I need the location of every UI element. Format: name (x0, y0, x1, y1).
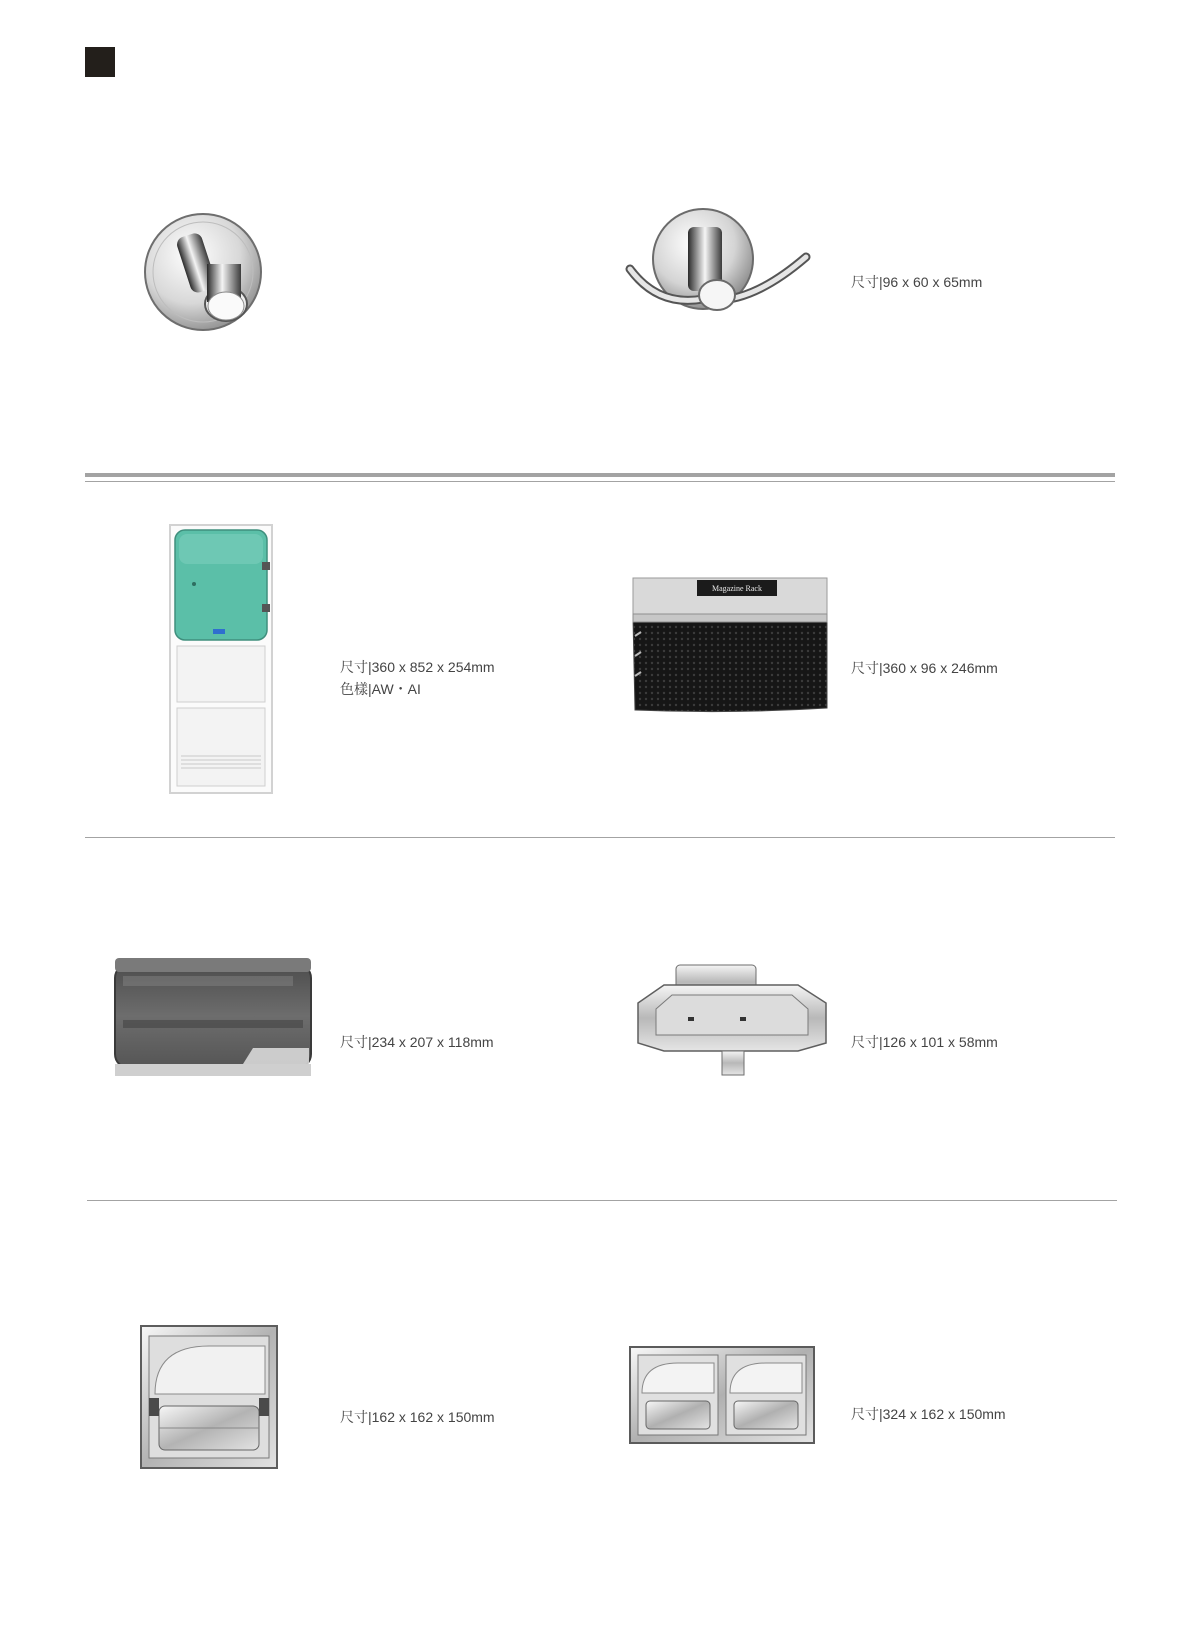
double-toilet-roll-holder-image (628, 1345, 816, 1445)
magazine-rack-badge: Magazine Rack (712, 584, 762, 593)
section-divider (85, 837, 1115, 838)
section-divider-double (85, 473, 1115, 477)
soap-dish-specs (851, 1031, 998, 1053)
soap-dish-image (636, 963, 828, 1077)
spec-line: 尺寸|360 x 96 x 246mm (851, 660, 998, 676)
double-toilet-roll-holder-specs (851, 1403, 1006, 1425)
magazine-rack-image (631, 576, 829, 716)
spec-line: 尺寸|234 x 207 x 118mm (340, 1034, 494, 1050)
recessed-shelf-cabinet-specs (340, 656, 495, 700)
section-divider (87, 1200, 1117, 1201)
double-robe-hook-image (628, 207, 808, 319)
recessed-shelf-cabinet-image (169, 524, 273, 794)
section-divider-thin (85, 481, 1115, 482)
paper-dispenser-image (113, 956, 315, 1078)
spec-line: 尺寸|96 x 60 x 65mm (851, 274, 983, 290)
spec-line: 色樣|AW・AI (340, 681, 421, 697)
spec-line: 尺寸|126 x 101 x 58mm (851, 1034, 998, 1050)
spec-line: 尺寸|162 x 162 x 150mm (340, 1409, 495, 1425)
single-toilet-roll-holder-image (139, 1324, 279, 1470)
single-toilet-roll-holder-specs (340, 1406, 495, 1428)
corner-mark (85, 47, 115, 77)
spec-line: 尺寸|360 x 852 x 254mm (340, 659, 495, 675)
spec-line: 尺寸|324 x 162 x 150mm (851, 1406, 1006, 1422)
double-robe-hook-specs (851, 271, 982, 293)
single-robe-hook-image (143, 212, 268, 334)
magazine-rack-specs (851, 657, 998, 679)
paper-dispenser-specs (340, 1031, 494, 1053)
